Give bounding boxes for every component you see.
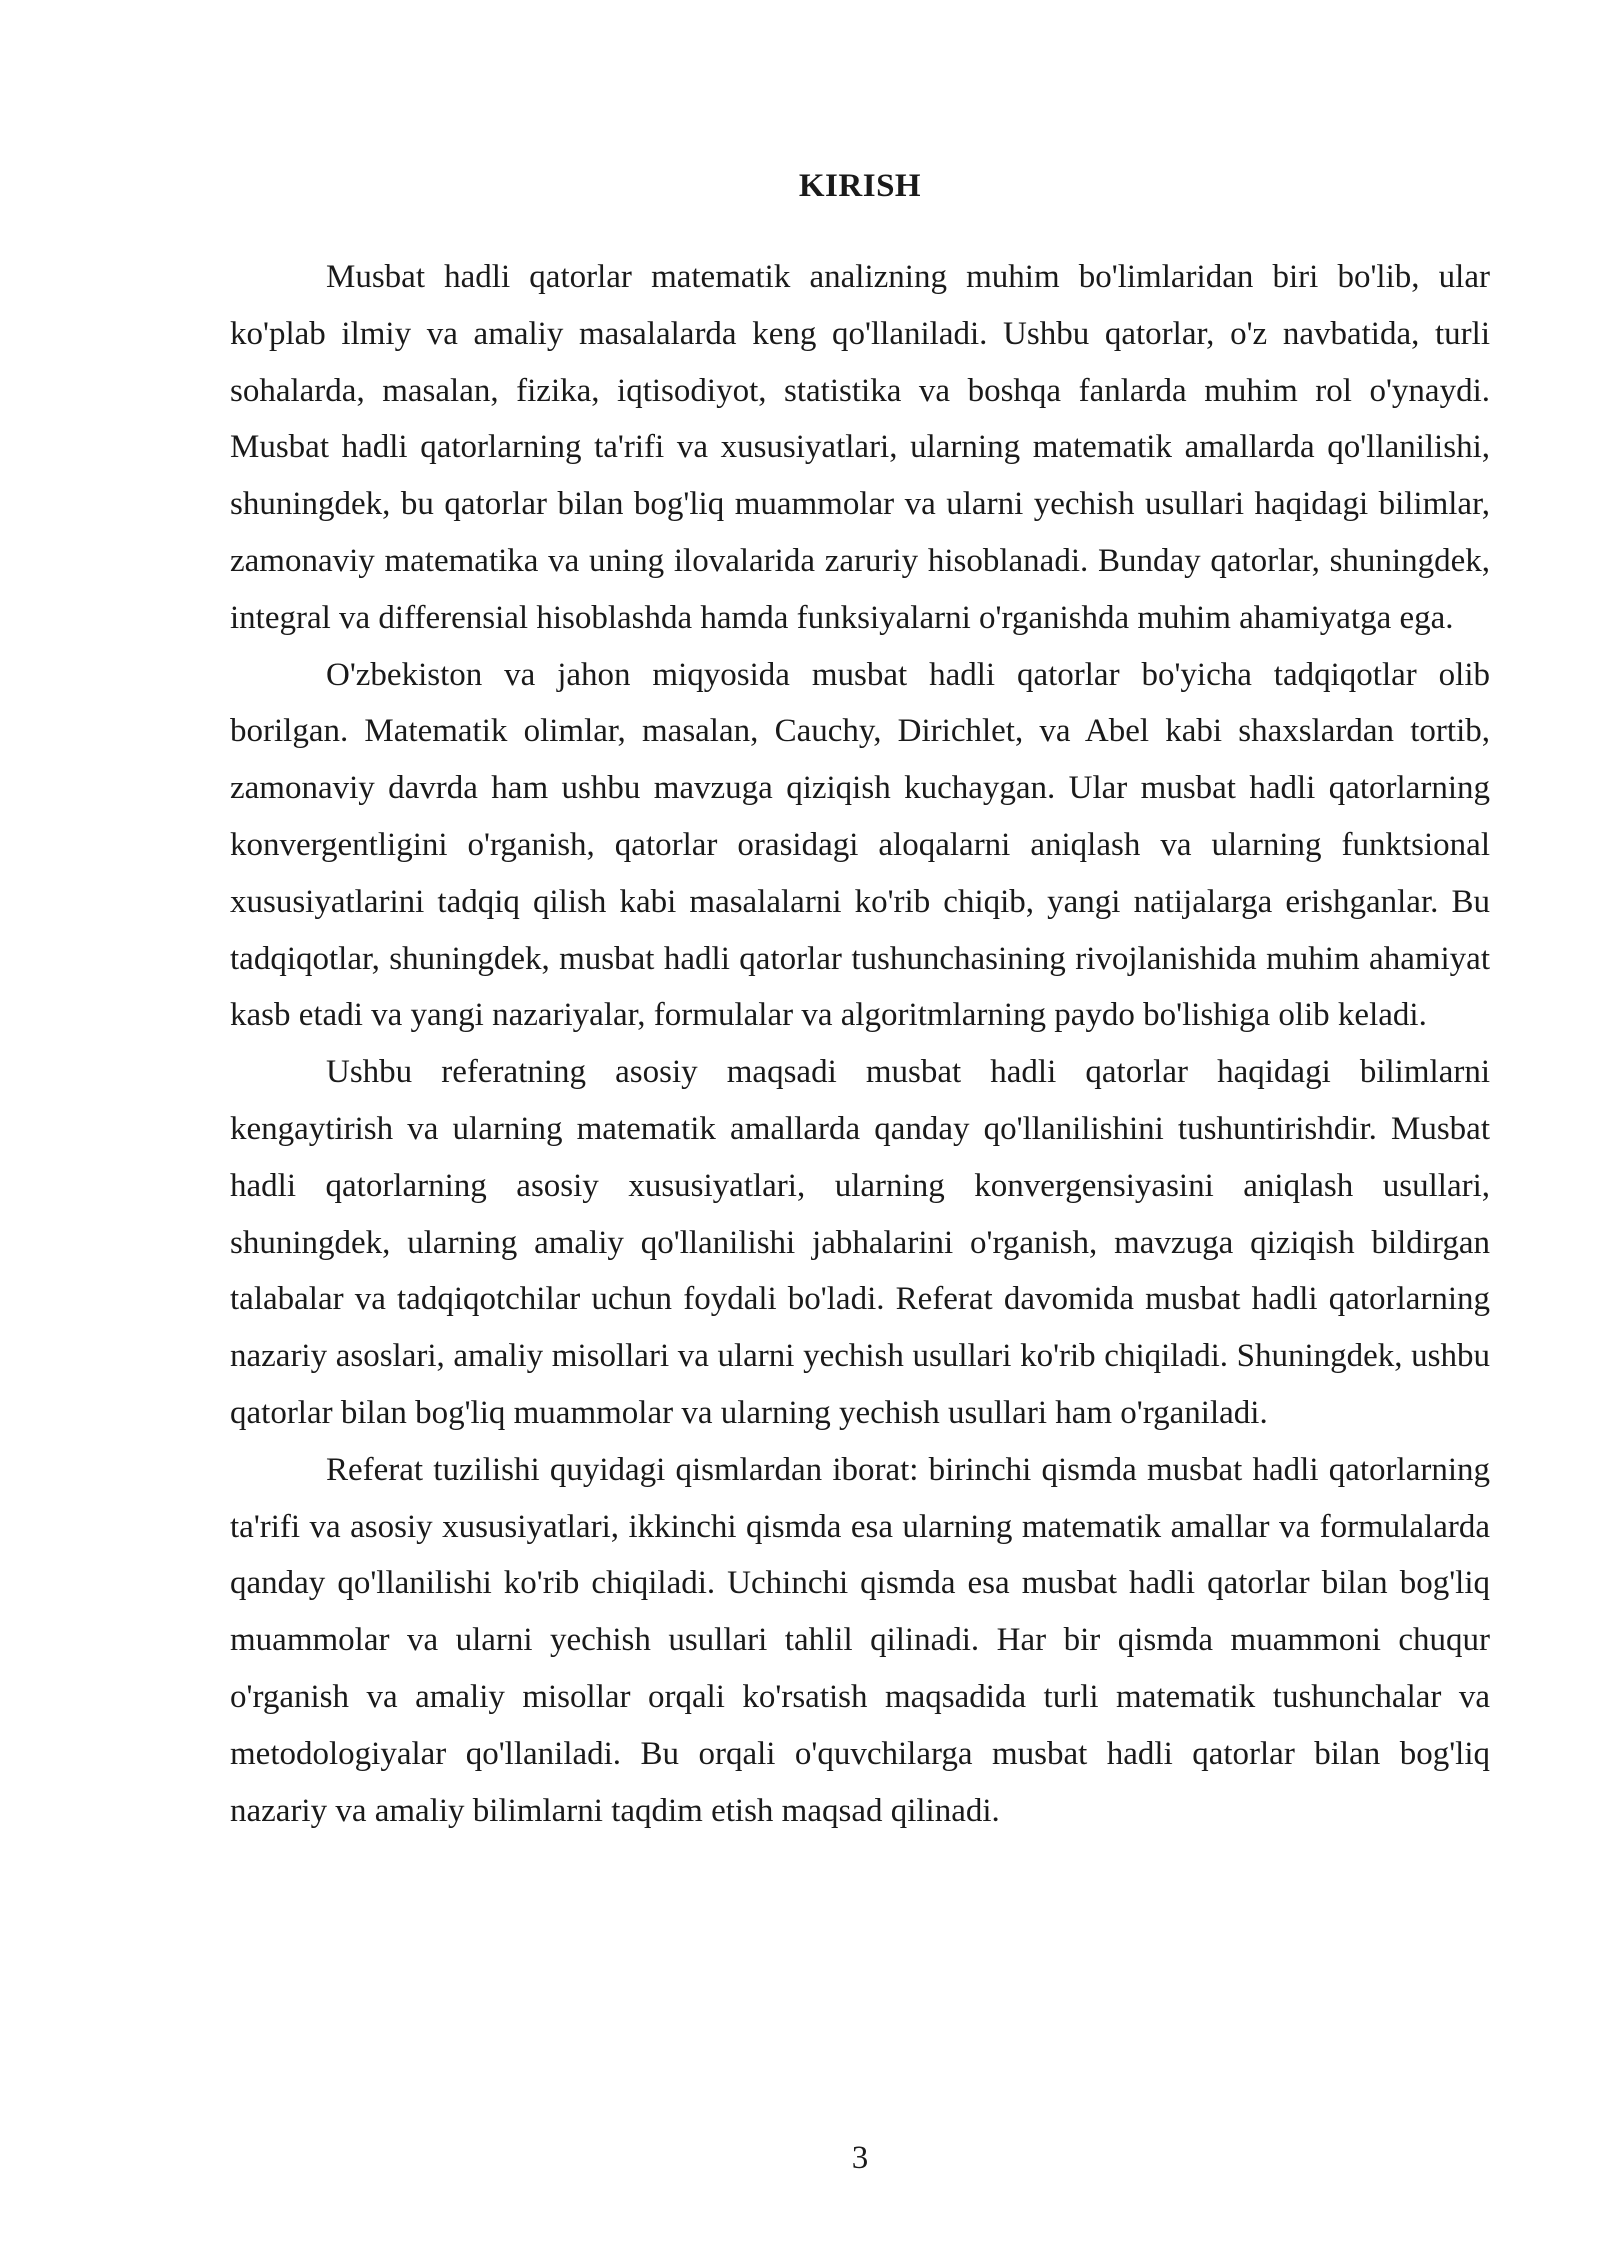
- paragraph-3: Ushbu referatning asosiy maqsadi musbat hadli qatorlar haqidagi bilimlarni kengaytirish va ularning matematik amallarda qanday qo'llanilishini tushuntirishdir. Musbat hadli qatorlarning asosiy xususiyatlari, ularning konvergensiyasini aniqlash usullari, shuningdek, ularning amaliy qo'llanilishi jabhalarini o'rganish, mavzuga qiziqish bildirgan talabalar va tadqiqotchilar uchun foydali bo'ladi. Referat davomida musbat hadli qatorlarning nazariy asoslari, amaliy misollari va ularni yechish usullari ko'rib chiqiladi. Shuningdek, ushbu qatorlar bilan bog'liq muammolar va ularning yechish usullari ham o'rganiladi.: [230, 1054, 1490, 1431]
- page-number: 3: [851, 2140, 869, 2176]
- paragraph-2: O'zbekiston va jahon miqyosida musbat hadli qatorlar bo'yicha tadqiqotlar olib borilgan. Matematik olimlar, masalan, Cauchy, Dirichlet, va Abel kabi shaxslardan tortib, zamonaviy davrda ham ushbu mavzuga qiziqish kuchaygan. Ular musbat hadli qatorlarning konvergentligini o'rganish, qatorlar orasidagi aloqalarni aniqlash va ularning funktsional xususiyatlarini tadqiq qilish kabi masalalarni ko'rib chiqib, yangi natijalarga erishganlar. Bu tadqiqotlar, shuningdek, musbat hadli qatorlar tushunchasining rivojlanishida muhim ahamiyat kasb etadi va yangi nazariyalar, formulalar va algoritmlarning paydo bo'lishiga olib keladi.: [230, 656, 1490, 1034]
- paragraph-1: Musbat hadli qatorlar matematik analizning muhim bo'limlaridan biri bo'lib, ular ko'plab ilmiy va amaliy masalalarda keng qo'llaniladi. Ushbu qatorlar, o'z navbatida, turli sohalarda, masalan, fizika, iqtisodiyot, statistika va boshqa fanlarda muhim rol o'ynaydi. Musbat hadli qatorlarning ta'rifi va xususiyatlari, ularning matematik amallarda qo'llanilishi, shuningdek, bu qatorlar bilan bog'liq muammolar va ularni yechish usullari haqidagi bilimlar, zamonaviy matematika va uning ilovalarida zaruriy hisoblanadi. Bunday qatorlar, shuningdek, integral va differensial hisoblashda hamda funksiyalarni o'rganishda muhim ahamiyatga ega.: [230, 259, 1490, 636]
- paragraph-4: Referat tuzilishi quyidagi qismlardan iborat: birinchi qismda musbat hadli qatorlarning ta'rifi va asosiy xususiyatlari, ikkinchi qismda esa ularning matematik amallar va formulalarda qanday qo'llanilishi ko'rib chiqiladi. Uchinchi qismda esa musbat hadli qatorlar bilan bog'liq muammolar va ularni yechish usullari tahlil qilinadi. Har bir qismda muammoni chuqur o'rganish va amaliy misollar orqali ko'rsatish maqsadida turli matematik tushunchalar va metodologiyalar qo'llaniladi. Bu orqali o'quvchilarga musbat hadli qatorlar bilan bog'liq nazariy va amaliy bilimlarni taqdim etish maqsad qilinadi.: [230, 1451, 1490, 1829]
- page-title: KIRISH: [798, 168, 922, 204]
- body-text: [230, 249, 1490, 1839]
